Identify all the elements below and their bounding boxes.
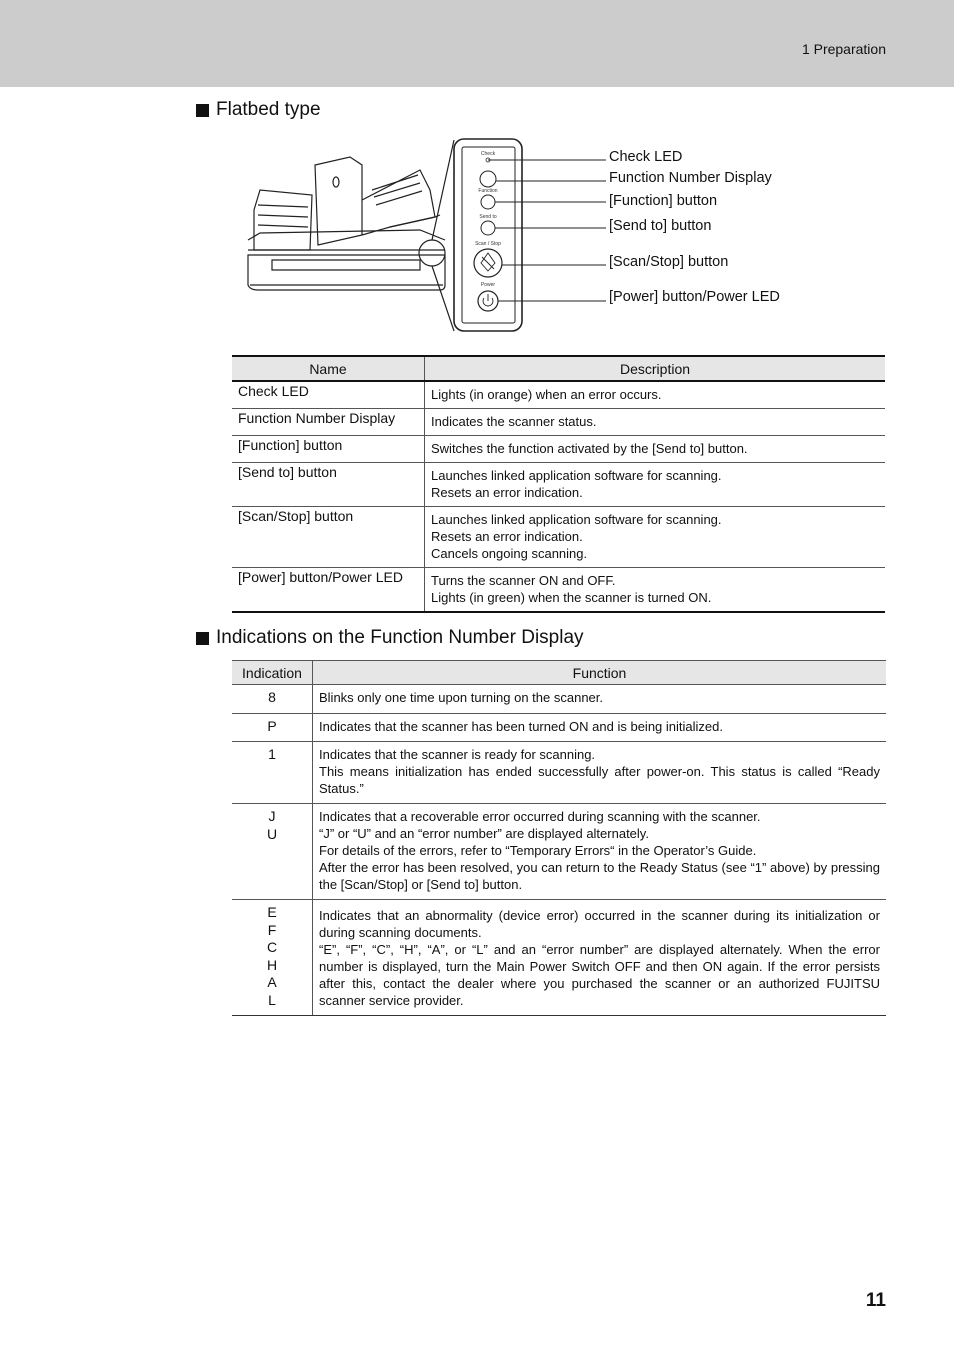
code-line: P [267, 717, 277, 734]
function-line: “J” or “U” and an “error number” are displayed alternately. [319, 826, 649, 841]
table-row [232, 804, 886, 900]
chapter-label: 1 Preparation [801, 41, 886, 57]
column-header-function: Function [313, 661, 887, 685]
code-line: J [268, 808, 276, 824]
table-row [232, 463, 885, 507]
table-row [232, 409, 885, 436]
indication-code [232, 685, 313, 714]
indication-code [232, 713, 313, 742]
section-title-indications [196, 627, 584, 649]
part-description [425, 568, 886, 613]
part-description [425, 409, 886, 436]
part-description [425, 381, 886, 409]
header-band [0, 0, 954, 87]
code-line: A [267, 974, 277, 990]
function-line: Blinks only one time upon turning on the scanner. [319, 690, 604, 705]
code-line: F [267, 921, 277, 938]
description-line: Indicates the scanner status. [431, 414, 597, 429]
table-row [232, 685, 886, 714]
description-line: Resets an error indication. [431, 529, 583, 544]
description-line: Switches the function activated by the [Send to] button. [431, 441, 748, 456]
code-line: H [266, 956, 278, 973]
part-description [425, 507, 886, 568]
scanner-body-drawing [248, 140, 454, 331]
part-name: [Send to] button [232, 463, 425, 507]
table-row [232, 507, 885, 568]
code-line: 1 [268, 746, 276, 762]
parts-table-header-row [232, 356, 885, 381]
column-header-indication: Indication [232, 661, 313, 685]
function-line: After the error has been resolved, you can return to the Ready Status (see “1” above) by pressing the [Scan/Stop] or [Send to] button. [319, 860, 880, 892]
table-row [232, 568, 885, 613]
indication-code [232, 900, 313, 1016]
code-line: E [267, 904, 277, 920]
panel-label-check: Check [480, 151, 496, 157]
indications-table-header-row [232, 661, 886, 685]
panel-label-scan-stop: Scan / Stop [475, 241, 501, 247]
function-line: Indicates that the scanner has been turned ON and is being initialized. [319, 718, 723, 734]
callout-check-led: Check LED [609, 149, 683, 165]
function-line: “E”, “F”, “C”, “H”, “A”, or “L” and an “error number” are displayed alternately. When the error number is displayed, turn the Main Power Switch OFF and then ON again. If the error persists after this, contact the dealer where you purchased the scanner or an authorized FUJITSU scanner service provider. [319, 942, 880, 1008]
code-line: L [268, 991, 276, 1008]
square-bullet-icon [196, 104, 209, 117]
callout-power-button: [Power] button/Power LED [609, 289, 780, 305]
section-title-text: Flatbed type [216, 99, 321, 120]
section-title-text: Indications on the Function Number Display [216, 627, 584, 648]
function-line: Indicates that an abnormality (device error) occurred in the scanner during its initialization or during scanning documents. [319, 908, 880, 940]
indication-function [313, 804, 887, 900]
function-line: Indicates that the scanner is ready for scanning. [319, 747, 596, 762]
indication-code [232, 742, 313, 804]
panel-label-send-to: Send to [479, 214, 497, 220]
description-line: Launches linked application software for scanning. [431, 468, 722, 483]
square-bullet-icon [196, 632, 209, 645]
part-name: [Function] button [232, 436, 425, 463]
indication-function [313, 685, 887, 714]
code-line: U [266, 825, 278, 842]
description-line: Turns the scanner ON and OFF. [431, 573, 616, 588]
description-line: Lights (in orange) when an error occurs. [431, 387, 662, 402]
callout-scan-stop-button: [Scan/Stop] button [609, 254, 729, 270]
column-header-name: Name [232, 356, 425, 381]
description-line: Launches linked application software for scanning. [431, 512, 722, 527]
code-line: C [266, 939, 278, 955]
table-row [232, 436, 885, 463]
part-description [425, 436, 886, 463]
function-line: Indicates that a recoverable error occurred during scanning with the scanner. [319, 809, 761, 824]
operator-panel-drawing [454, 139, 522, 331]
section-title-flatbed [196, 99, 321, 121]
table-row [232, 742, 886, 804]
indication-function [313, 713, 887, 742]
code-line: 8 [268, 689, 276, 705]
function-line: This means initialization has ended successfully after power-on. This status is called “Ready Status.” [319, 764, 880, 796]
table-row [232, 900, 886, 1016]
panel-label-power: Power [480, 282, 496, 288]
indications-table [232, 660, 886, 1016]
part-name: Check LED [232, 381, 425, 409]
callout-function-button: [Function] button [609, 193, 718, 209]
column-header-description: Description [425, 356, 886, 381]
description-line: Lights (in green) when the scanner is turned ON. [431, 590, 712, 605]
indication-function [313, 742, 887, 804]
description-line: Cancels ongoing scanning. [431, 546, 588, 561]
callout-function-number-display: Function Number Display [609, 170, 772, 186]
part-description [425, 463, 886, 507]
panel-label-function: Function [478, 188, 498, 194]
description-line: Resets an error indication. [431, 485, 583, 500]
scanner-illustration [240, 135, 840, 340]
part-name: Function Number Display [232, 409, 425, 436]
indication-function [313, 900, 887, 1016]
part-name: [Scan/Stop] button [232, 507, 425, 568]
table-row [232, 713, 886, 742]
function-line: For details of the errors, refer to “Temporary Errors“ in the Operator’s Guide. [319, 843, 757, 858]
callout-send-to-button: [Send to] button [609, 218, 712, 234]
indication-code [232, 804, 313, 900]
page-number: 11 [865, 1290, 886, 1311]
parts-table [232, 355, 885, 613]
table-row [232, 381, 885, 409]
part-name: [Power] button/Power LED [232, 568, 425, 613]
